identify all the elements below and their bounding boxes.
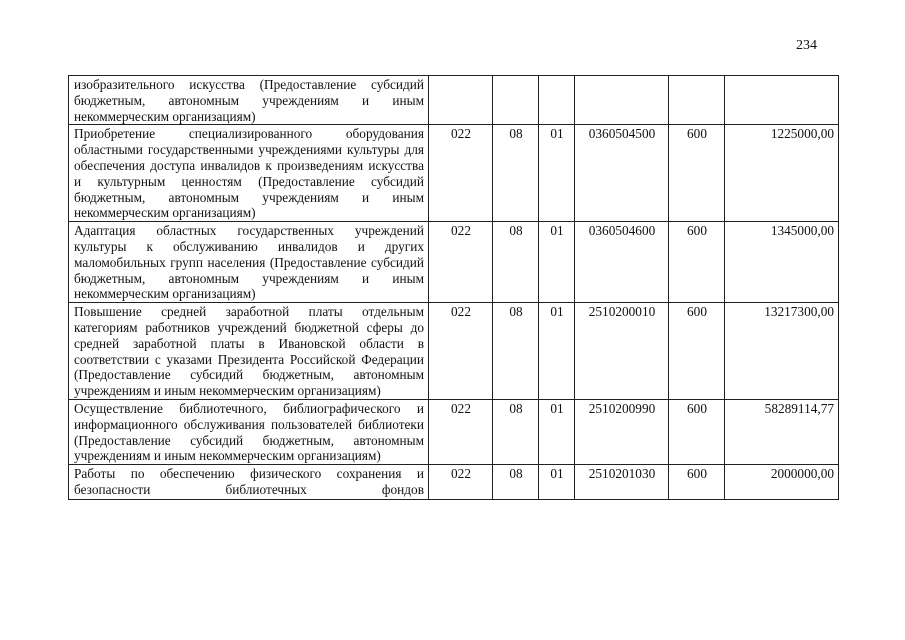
subsection-code: 01 bbox=[539, 303, 575, 400]
expense-type-code: 600 bbox=[669, 303, 725, 400]
table-row bbox=[69, 465, 839, 500]
section-code: 08 bbox=[493, 125, 539, 222]
ministry-code: 022 bbox=[429, 465, 493, 500]
section-code: 08 bbox=[493, 399, 539, 464]
target-article-code: 2510201030 bbox=[575, 465, 669, 500]
page-number: 234 bbox=[796, 38, 817, 53]
subsection-code bbox=[539, 76, 575, 125]
target-article-code bbox=[575, 76, 669, 125]
row-description: Адаптация областных государственных учреждений культуры к обслуживанию инвалидов и других маломобильных групп населения (Предоставление субсидий бюджетным, автономным учреждениям и иным некоммерческим организациям) bbox=[69, 222, 429, 303]
budget-table bbox=[68, 75, 839, 500]
section-code: 08 bbox=[493, 465, 539, 500]
section-code bbox=[493, 76, 539, 125]
ministry-code: 022 bbox=[429, 125, 493, 222]
table-row bbox=[69, 76, 839, 125]
row-description: Осуществление библиотечного, библиографического и информационного обслуживания пользователей библиотеки (Предоставление субсидий бюджетным, автономным учреждениям и иным некоммерческим организациям) bbox=[69, 399, 429, 464]
ministry-code: 022 bbox=[429, 303, 493, 400]
row-description: изобразительного искусства (Предоставление субсидий бюджетным, автономным учреждениям и иным некоммерческим организациям) bbox=[69, 76, 429, 125]
subsection-code: 01 bbox=[539, 399, 575, 464]
row-description-text: Работы по обеспечению физического сохранения и безопасности библиотечных фондов bbox=[74, 466, 424, 497]
amount-value: 1225000,00 bbox=[725, 125, 839, 222]
table-row bbox=[69, 399, 839, 464]
section-code: 08 bbox=[493, 222, 539, 303]
ministry-code bbox=[429, 76, 493, 125]
section-code: 08 bbox=[493, 303, 539, 400]
target-article-code: 2510200010 bbox=[575, 303, 669, 400]
amount-value bbox=[725, 76, 839, 125]
target-article-code: 0360504600 bbox=[575, 222, 669, 303]
subsection-code: 01 bbox=[539, 465, 575, 500]
ministry-code: 022 bbox=[429, 399, 493, 464]
amount-value: 2000000,00 bbox=[725, 465, 839, 500]
row-description: Приобретение специализированного оборудования областными государственными учреждениями культуры для обеспечения доступа инвалидов к произведениям искусства и культурным ценностям (Предоставление субсидий бюджетным, автономным учреждениям и иным некоммерческим организациям) bbox=[69, 125, 429, 222]
target-article-code: 0360504500 bbox=[575, 125, 669, 222]
expense-type-code: 600 bbox=[669, 399, 725, 464]
expense-type-code: 600 bbox=[669, 465, 725, 500]
row-description bbox=[69, 465, 429, 500]
table-row bbox=[69, 125, 839, 222]
target-article-code: 2510200990 bbox=[575, 399, 669, 464]
table-row bbox=[69, 303, 839, 400]
expense-type-code: 600 bbox=[669, 125, 725, 222]
ministry-code: 022 bbox=[429, 222, 493, 303]
amount-value: 13217300,00 bbox=[725, 303, 839, 400]
table-row bbox=[69, 222, 839, 303]
expense-type-code: 600 bbox=[669, 222, 725, 303]
subsection-code: 01 bbox=[539, 222, 575, 303]
row-description: Повышение средней заработной платы отдельным категориям работников учреждений бюджетной сферы до средней заработной платы в Ивановской области в соответствии с указами Президента Российской Федерации (Предоставление субсидий бюджетным, автономным учреждениям и иным некоммерческим организациям) bbox=[69, 303, 429, 400]
amount-value: 1345000,00 bbox=[725, 222, 839, 303]
amount-value: 58289114,77 bbox=[725, 399, 839, 464]
expense-type-code bbox=[669, 76, 725, 125]
subsection-code: 01 bbox=[539, 125, 575, 222]
